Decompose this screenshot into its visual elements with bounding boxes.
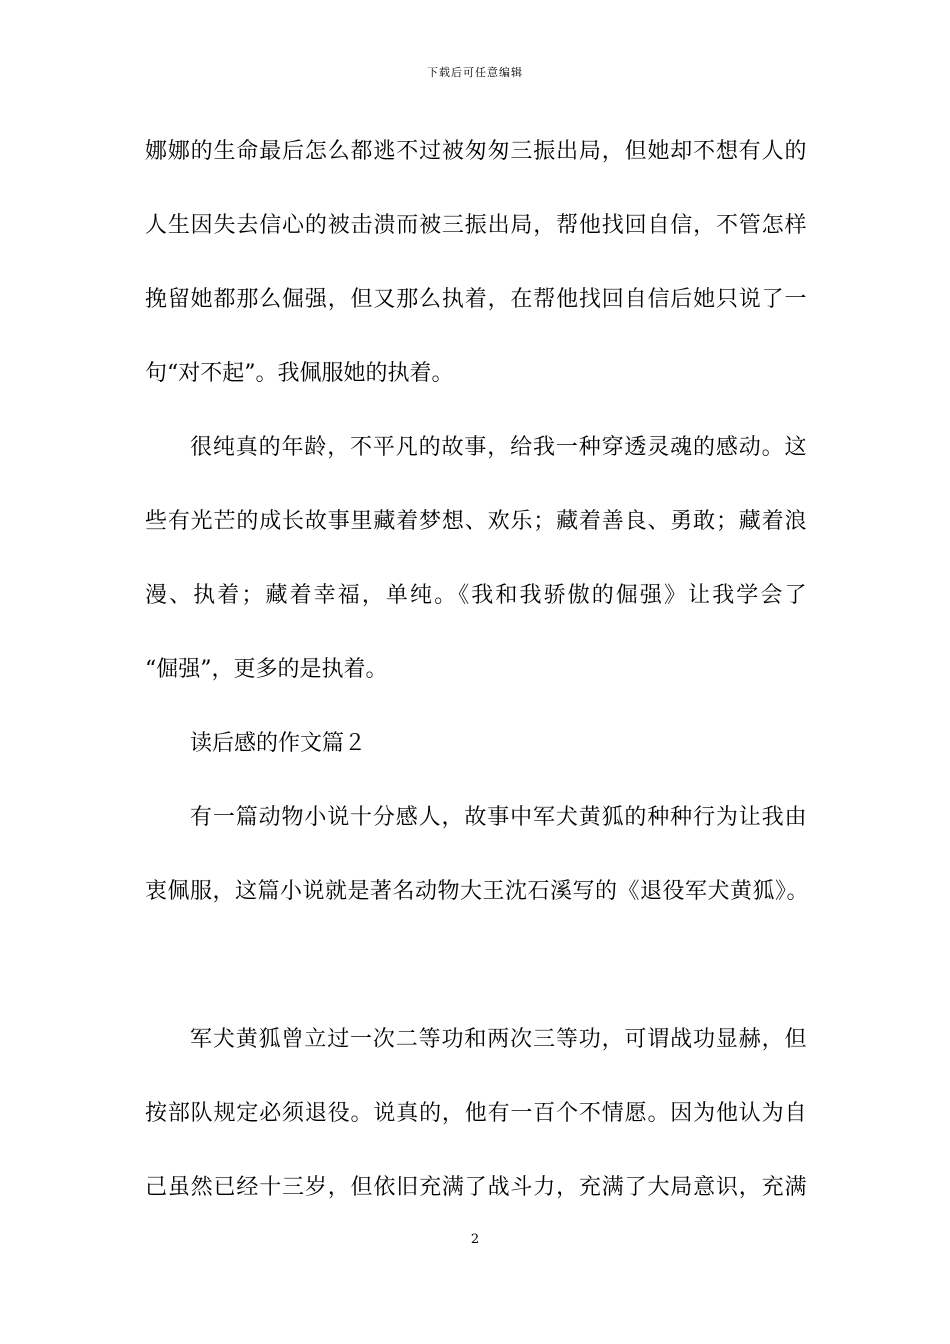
body-line-12: 军犬黄狐曾立过一次二等功和两次三等功，可谓战功显赫，但 bbox=[190, 1027, 807, 1052]
page-header: 下载后可任意编辑 bbox=[427, 66, 523, 79]
body-line-4: 句“对不起”。我佩服她的执着。 bbox=[145, 361, 454, 386]
body-line-10: 有一篇动物小说十分感人，故事中军犬黄狐的种种行为让我由 bbox=[190, 805, 807, 830]
body-line-6: 些有光芒的成长故事里藏着梦想、欢乐；藏着善良、勇敢；藏着浪 bbox=[145, 509, 807, 534]
body-line-14: 己虽然已经十三岁，但依旧充满了战斗力，充满了大局意识，充满 bbox=[145, 1175, 807, 1200]
body-line-8: “倔强”，更多的是执着。 bbox=[145, 657, 388, 682]
body-line-1: 娜娜的生命最后怎么都逃不过被匆匆三振出局，但她却不想有人的 bbox=[145, 139, 807, 164]
section-heading: 读后感的作文篇２ bbox=[190, 731, 367, 756]
body-line-11: 衷佩服，这篇小说就是著名动物大王沈石溪写的《退役军犬黄狐》。 bbox=[145, 879, 810, 904]
body-line-2: 人生因失去信心的被击溃而被三振出局，帮他找回自信，不管怎样 bbox=[145, 213, 807, 238]
page-number: 2 bbox=[470, 1232, 480, 1247]
body-line-7: 漫、执着；藏着幸福，单纯。《我和我骄傲的倔强》让我学会了 bbox=[145, 583, 807, 608]
body-line-3: 挽留她都那么倔强，但又那么执着，在帮他找回自信后她只说了一 bbox=[145, 287, 807, 312]
body-line-5: 很纯真的年龄，不平凡的故事，给我一种穿透灵魂的感动。这 bbox=[190, 435, 807, 460]
body-line-13: 按部队规定必须退役。说真的，他有一百个不情愿。因为他认为自 bbox=[145, 1101, 807, 1126]
